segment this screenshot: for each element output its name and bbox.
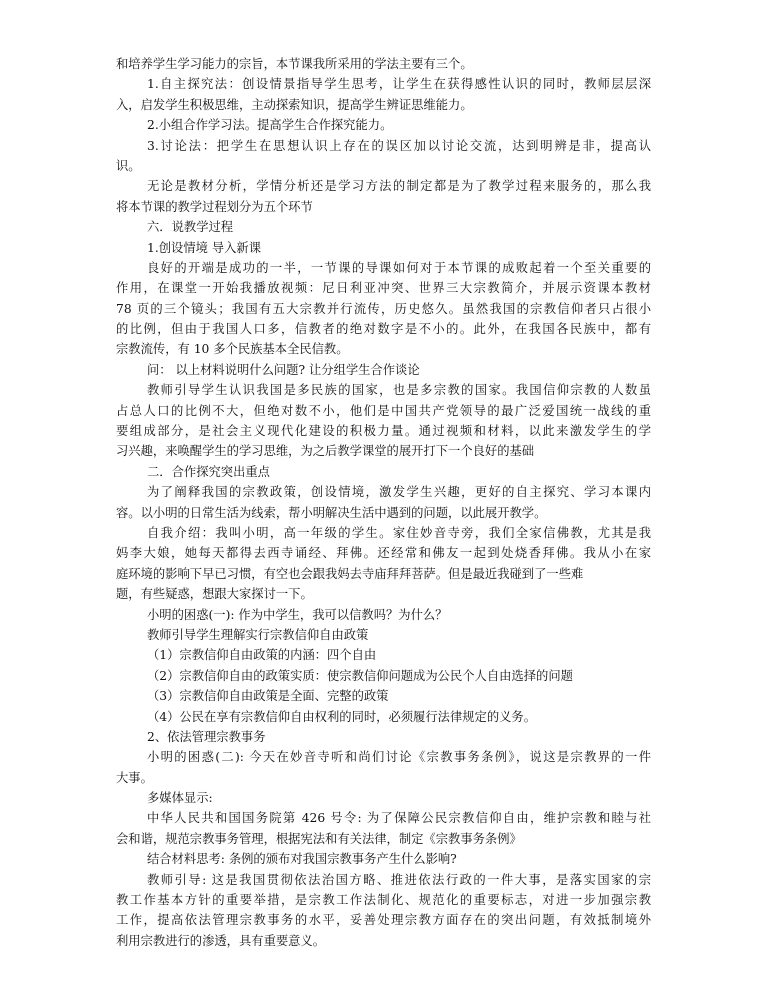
section-heading: 二．合作探究突出重点 (147, 464, 270, 479)
text-line: 将本节课的教学过程划分为五个环节 (116, 199, 313, 214)
text-line: 教工作基本方针的重要举措，是宗教工作法制化、规范化的重要标志，对进一步加强宗教 (116, 893, 651, 908)
text-line: 问： 以上材料说明什么问题? 让分组学生合作谈论 (147, 362, 420, 377)
text-line: 教师引导: 这是我国贯彻依法治国方略、推进依法行政的一件大事，是落实国家的宗 (147, 872, 651, 887)
text-line: 习兴趣，来唤醒学生的学习思维，为之后教学课堂的展开打下一个良好的基础 (116, 444, 535, 459)
text-line: 中华人民共和国国务院第 426 号令: 为了保障公民宗教信仰自由，维护宗教和睦与社 (147, 811, 651, 826)
text-line: 无论是教材分析，学情分析还是学习方法的制定都是为了教学过程来服务的，那么我 (147, 179, 651, 194)
text-line: 占总人口的比例不大，但绝对数不小，他们是中国共产党领导的最广泛爱国统一战线的重 (116, 403, 651, 418)
text-line: 的比例，但由于我国人口多，信教者的绝对数字是不小的。此外，在我国各民族中，都有 (116, 322, 651, 337)
list-item: （4）公民在享有宗教信仰自由权利的同时，必须履行法律规定的义务。 (147, 709, 537, 724)
text-line: 妈李大娘，她每天都得去西寺诵经、拜佛。还经常和佛友一起到处烧香拜佛。我从小在家 (116, 546, 651, 561)
text-line: 3.讨论法：把学生在思想认识上存在的误区加以讨论交流，达到明辨是非，提高认 (147, 138, 651, 153)
text-line: 小明的困惑(一): 作为中学生，我可以信教吗？为什么？ (147, 607, 448, 622)
text-line: 教师引导学生认识我国是多民族的国家，也是多宗教的国家。我国信仰宗教的人数虽 (147, 383, 651, 398)
text-line: 和培养学生学习能力的宗旨，本节课我所采用的学法主要有三个。 (116, 57, 473, 71)
list-item: （2）宗教信仰自由的政策实质：使宗教信仰问题成为公民个人自由选择的问题 (147, 668, 573, 683)
text-line: 2.小组合作学习法。提高学生合作探究能力。 (147, 118, 393, 133)
text-line: 庭环境的影响下早已习惯，有空也会跟我妈去寺庙拜拜菩萨。但是最近我碰到了一些难 (116, 566, 584, 581)
text-line: 作用，在课堂一开始我播放视频：尼日利亚冲突、世界三大宗教简介，并展示资课本教材 (116, 281, 651, 296)
text-line: 教师引导学生理解实行宗教信仰自由政策 (147, 627, 369, 642)
text-line: 自我介绍：我叫小明，高一年级的学生。家住妙音寺旁，我们全家信佛教，尤其是我 (147, 525, 651, 540)
subsection-heading: 2、依法管理宗教事务 (147, 729, 266, 744)
text-line: 利用宗教进行的渗透，具有重要意义。 (116, 933, 326, 948)
document-page (0, 54, 770, 951)
text-line: 会和谐，规范宗教事务管理，根据宪法和有关法律，制定《宗教事务条例》 (116, 831, 522, 846)
text-line: 识。 (116, 158, 141, 173)
text-line: 为了阐释我国的宗教政策，创设情境，激发学生兴趣，更好的自主探究、学习本课内 (147, 485, 651, 500)
subsection-heading: 1.创设情境 导入新课 (147, 240, 262, 255)
text-line: 小明的困惑(二): 今天在妙音寺听和尚们讨论《宗教事务条例》，说这是宗教界的一件 (147, 750, 651, 765)
list-item: （3）宗教信仰自由政策是全面、完整的政策 (147, 689, 389, 704)
list-item: （1）宗教信仰自由政策的内涵：四个自由 (147, 648, 377, 663)
text-line: 良好的开端是成功的一半，一节课的导课如何对于本节课的成败起着一个至关重要的 (147, 260, 651, 275)
text-line: 1.自主探究法：创设情景指导学生思考，让学生在获得感性认识的同时，教师层层深 (147, 77, 651, 92)
text-line: 78 页的三个镜头；我国有五大宗教并行流传，历史悠久。虽然我国的宗教信仰者只占很小 (116, 301, 651, 316)
text-line: 题，有些疑惑，想跟大家探讨一下。 (116, 587, 313, 602)
text-line: 结合材料思考: 条例的颁布对我国宗教事务产生什么影响? (147, 852, 457, 867)
text-line: 多媒体显示: (147, 791, 213, 806)
text-line: 要组成部分，是社会主义现代化建设的积极力量。通过视频和材料，以此来激发学生的学 (116, 424, 651, 439)
text-line: 大事。 (116, 770, 153, 785)
text-line: 入，启发学生积极思维，主动探索知识，提高学生辨证思维能力。 (116, 97, 473, 112)
text-line: 工作，提高依法管理宗教事务的水平，妥善处理宗教方面存在的突出问题，有效抵制境外 (116, 913, 651, 928)
text-line: 容。以小明的日常生活为线索，帮小明解决生活中遇到的问题，以此展开教学。 (116, 505, 547, 520)
section-heading: 六．说教学过程 (147, 220, 234, 235)
text-line: 宗教流传，有 10 多个民族基本全民信教。 (116, 342, 349, 357)
